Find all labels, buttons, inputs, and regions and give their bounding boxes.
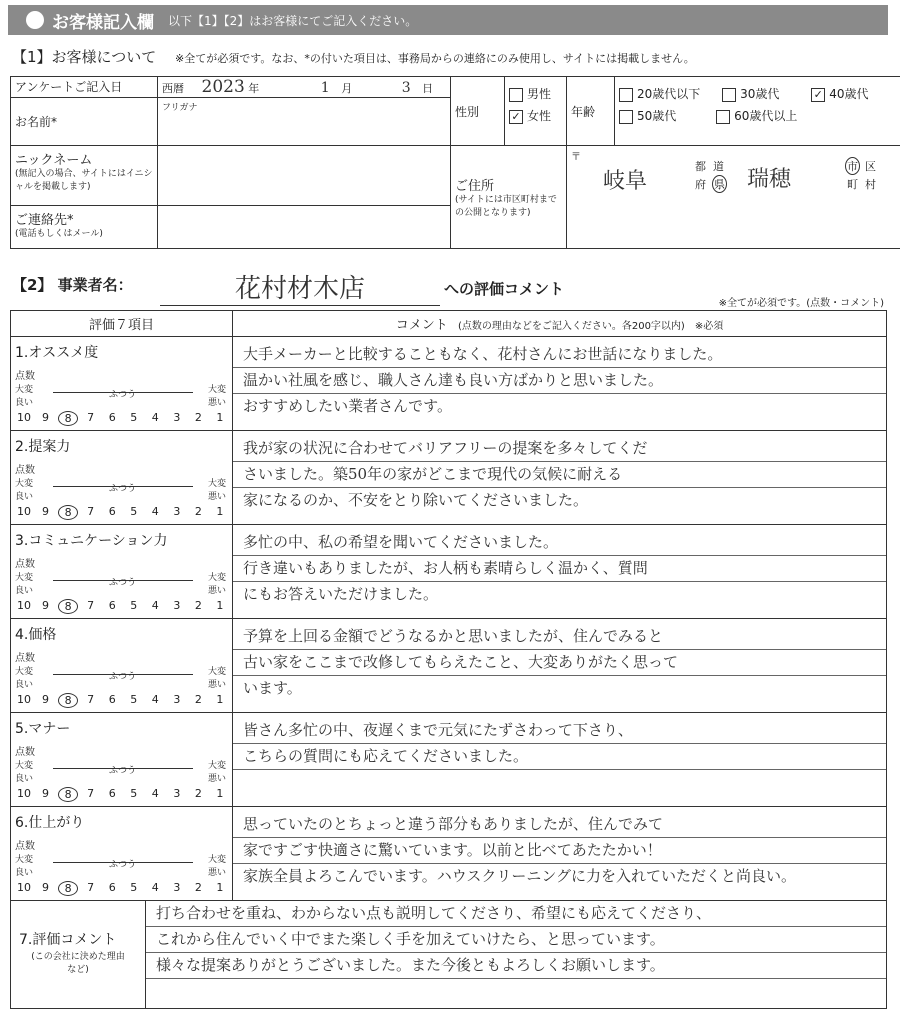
gender-options (505, 77, 567, 146)
score-label: 点数 (15, 841, 35, 852)
comment-line: 予算を上回る金額でどうなるかと思いましたが、住んでみると (233, 624, 886, 650)
score-number[interactable]: 4 (151, 599, 159, 612)
score-number[interactable]: 5 (130, 505, 138, 518)
survey-date-field[interactable] (158, 77, 451, 98)
comment-line: さいました。築50年の家がどこまで現代の気候に耐える (233, 462, 886, 488)
score-number[interactable]: 9 (42, 881, 50, 894)
score-number[interactable]: 4 (151, 411, 159, 424)
comment-line: これから住んでいく中でまた楽しく手を加えていけたら、と思っています。 (146, 927, 886, 953)
score-number[interactable]: 2 (194, 787, 202, 800)
evaluation-row (11, 713, 887, 807)
score-number[interactable]: 4 (151, 881, 159, 894)
comment-line: 皆さん多忙の中、夜遅くまで元気にたずさわって下さり、 (233, 718, 886, 744)
address-note: (サイトには市区町村までの公開となります) (455, 194, 557, 218)
score-number[interactable]: 10 (17, 787, 31, 800)
score-number[interactable]: 4 (151, 505, 159, 518)
address-label: ご住所 (455, 178, 495, 194)
score-scale (15, 693, 229, 708)
section1-header (12, 46, 695, 67)
bad-label: 悪い (207, 586, 226, 596)
address-cell (451, 146, 567, 249)
score-label: 点数 (15, 465, 35, 476)
good-label: 良い (15, 398, 34, 408)
evaluation-item-cell (11, 807, 233, 901)
age-option-label: 40歳代 (829, 87, 869, 101)
score-label: 点数 (15, 653, 35, 664)
score-number[interactable]: 1 (216, 411, 224, 424)
checkbox-icon[interactable] (509, 88, 523, 102)
score-number[interactable]: 4 (151, 787, 159, 800)
age-option-40s[interactable] (811, 83, 868, 105)
name-label: お名前* (11, 98, 158, 146)
very-label: 大変 (207, 385, 226, 395)
bad-label: 悪い (207, 868, 226, 878)
nickname-cell (11, 146, 158, 206)
gender-male-option[interactable] (509, 83, 562, 105)
evaluation-item-cell (11, 525, 233, 619)
score-label: 点数 (15, 747, 35, 758)
score-number[interactable]: 7 (87, 693, 95, 706)
comment-line: います。 (243, 679, 302, 697)
score-number[interactable]: 3 (173, 881, 181, 894)
age-option-30s[interactable] (722, 83, 779, 105)
score-number[interactable]: 1 (216, 881, 224, 894)
score-number[interactable]: 3 (173, 411, 181, 424)
score-number[interactable]: 1 (216, 693, 224, 706)
score-number[interactable]: 3 (173, 787, 181, 800)
score-number[interactable]: 7 (87, 505, 95, 518)
score-number[interactable]: 9 (42, 599, 50, 612)
score-number[interactable]: 10 (17, 411, 31, 424)
very-label: 大変 (15, 855, 34, 865)
comment7-note: (この会社に決めた理由など) (31, 952, 125, 975)
pref-suffix-ken: 県 (712, 175, 727, 193)
normal-label: ふつう (109, 766, 137, 776)
city-suffix-ku: 区 (865, 160, 876, 173)
comment-line: 多忙の中、私の希望を聞いてくださいました。 (233, 530, 886, 556)
comment-field[interactable] (233, 337, 887, 431)
prefecture-value: 岐阜 (603, 169, 648, 194)
nickname-label: ニックネーム (15, 153, 93, 168)
postal-mark: 〒 (571, 152, 581, 163)
furigana-label: フリガナ (162, 103, 198, 113)
score-number[interactable]: 6 (108, 505, 116, 518)
comment-line (146, 979, 886, 1004)
nickname-note: (無記入の場合、サイトにはイニシャルを掲載します) (15, 169, 153, 192)
normal-label: ふつう (109, 672, 137, 682)
business-name-field[interactable]: 花村材木店 (160, 268, 440, 306)
comment-header-label: コメント (395, 318, 448, 333)
score-number[interactable]: 3 (173, 693, 181, 706)
gender-male-label: 男性 (527, 87, 552, 101)
comment-line: 家になるのか、不安をとり除いてくださいました。 (243, 491, 589, 509)
age-option-60s[interactable] (716, 105, 797, 127)
very-label: 大変 (207, 761, 226, 771)
comment-line: にもお答えいただけました。 (243, 585, 439, 603)
score-number[interactable]: 10 (17, 881, 31, 894)
evaluation-item-cell (11, 337, 233, 431)
section2-header (12, 274, 888, 314)
address-field[interactable] (567, 146, 900, 249)
contact-cell (11, 206, 158, 249)
comment-line: 様々な提案ありがとうございました。また今後ともよろしくお願いします。 (146, 953, 886, 979)
comment-column-header (233, 311, 887, 337)
score-number[interactable]: 2 (194, 505, 202, 518)
normal-label: ふつう (109, 484, 137, 494)
comment7-field[interactable] (146, 901, 886, 1004)
age-label: 年齢 (567, 77, 615, 146)
evaluation-row (11, 525, 887, 619)
gender-label: 性別 (451, 77, 505, 146)
customer-info-table (10, 76, 900, 249)
evaluation-row (11, 807, 887, 901)
evaluation-table (10, 310, 887, 1009)
bad-label: 悪い (207, 398, 226, 408)
very-label: 大変 (15, 573, 34, 583)
age-option-20s[interactable] (619, 83, 700, 105)
comment-line: 打ち合わせを重ね、わからない点も説明してくださり、希望にも応えてくださり、 (146, 901, 886, 927)
score-number[interactable]: 7 (87, 411, 95, 424)
score-number[interactable]: 9 (42, 693, 50, 706)
score-scale (15, 881, 229, 896)
score-number[interactable]: 8 (58, 881, 78, 896)
score-number[interactable]: 7 (87, 599, 95, 612)
very-label: 大変 (207, 667, 226, 677)
score-label: 点数 (15, 371, 35, 382)
score-number[interactable]: 4 (151, 693, 159, 706)
age-options (615, 77, 900, 146)
pref-suffix-fu: 府 (695, 178, 706, 191)
items-column-header: 評価７項目 (11, 311, 233, 337)
checkbox-icon[interactable] (619, 88, 633, 102)
very-label: 大変 (207, 479, 226, 489)
form-banner (8, 5, 888, 35)
pref-suffix-do: 道 (713, 160, 724, 173)
normal-label: ふつう (109, 860, 137, 870)
contact-note: (電話もしくはメール) (15, 229, 103, 239)
score-number[interactable]: 8 (58, 599, 78, 614)
month-value: 1 (320, 80, 330, 96)
city-suffix-shi: 市 (845, 157, 860, 175)
comment-line: 家族全員よろこんでいます。ハウスクリーニングに力を入れていただくと尚良い。 (243, 867, 797, 885)
banner-title: お客様記入欄 (52, 12, 154, 33)
comment-line: 家ですごす快適さに驚いています。以前と比べてあたたかい！ (233, 838, 886, 864)
age-option-label: 60歳代以上 (734, 109, 798, 123)
comment7-row (11, 901, 887, 1009)
gender-female-option[interactable] (509, 105, 562, 127)
score-number[interactable]: 5 (130, 693, 138, 706)
score-number[interactable]: 6 (108, 599, 116, 612)
score-number[interactable]: 1 (216, 787, 224, 800)
age-option-50s[interactable] (619, 105, 676, 127)
score-scale (15, 411, 229, 426)
comment-field[interactable] (233, 713, 887, 807)
comment7-label-cell (11, 901, 146, 1009)
checkmark-icon[interactable]: ✓ (811, 88, 825, 102)
era-label: 西暦 (162, 82, 184, 95)
city-value: 瑞穂 (747, 167, 792, 192)
score-number[interactable]: 2 (194, 881, 202, 894)
evaluation-item-cell (11, 713, 233, 807)
name-field[interactable] (158, 98, 451, 146)
comment-line: 我が家の状況に合わせてバリアフリーの提案を多々してくだ (233, 436, 886, 462)
evaluation-item-name: 2.提案力 (15, 439, 71, 455)
good-label: 良い (15, 774, 34, 784)
score-number[interactable]: 6 (108, 881, 116, 894)
score-number[interactable]: 8 (58, 505, 78, 520)
year-value: 2023 (201, 77, 245, 97)
evaluation-item-cell (11, 431, 233, 525)
score-scale (15, 505, 229, 520)
evaluation-item-cell (11, 619, 233, 713)
age-option-label: 30歳代 (740, 87, 780, 101)
evaluation-item-name: 6.仕上がり (15, 815, 85, 831)
good-label: 良い (15, 868, 34, 878)
section1-note: ※全てが必須です。なお、*の付いた項目は、事務局からの連絡にのみ使用し、サイトには掲載しません。 (175, 52, 695, 65)
comment-field[interactable] (233, 807, 887, 901)
checkbox-icon[interactable] (619, 110, 633, 124)
very-label: 大変 (15, 479, 34, 489)
score-number[interactable]: 3 (173, 505, 181, 518)
score-number[interactable]: 7 (87, 881, 95, 894)
comment-line: 温かい社風を感じ、職人さん達も良い方ばかりと思いました。 (233, 368, 886, 394)
score-number[interactable]: 1 (216, 599, 224, 612)
comment-line: こちらの質問にも応えてくださいました。 (233, 744, 886, 770)
score-number[interactable]: 5 (130, 411, 138, 424)
banner-subtitle: 以下【1】【2】はお客様にてご記入ください。 (168, 13, 418, 28)
normal-label: ふつう (109, 390, 137, 400)
good-label: 良い (15, 680, 34, 690)
score-number[interactable]: 10 (17, 599, 31, 612)
very-label: 大変 (15, 761, 34, 771)
section2-note: ※全てが必須です。(点数・コメント) (718, 298, 884, 309)
score-number[interactable]: 3 (173, 599, 181, 612)
evaluation-row (11, 619, 887, 713)
comment-line: 思っていたのとちょっと違う部分もありましたが、住んでみて (233, 812, 886, 838)
review-comment-label: への評価コメント (444, 280, 565, 298)
contact-field[interactable] (158, 206, 451, 249)
score-number[interactable]: 6 (108, 693, 116, 706)
very-label: 大変 (207, 573, 226, 583)
evaluation-item-name: 3.コミュニケーション力 (15, 533, 168, 549)
section2-heading: 【2】 事業者名： (12, 276, 133, 294)
nickname-field[interactable] (158, 146, 451, 206)
age-option-label: 50歳代 (637, 109, 677, 123)
city-suffix-son: 村 (865, 178, 876, 191)
checkbox-icon[interactable] (716, 110, 730, 124)
section1-heading: 【1】お客様について (12, 48, 157, 66)
pref-suffix-to: 都 (695, 160, 706, 173)
score-number[interactable]: 2 (194, 599, 202, 612)
month-unit: 月 (341, 82, 353, 95)
comment-header-note: (点数の理由などをご記入ください。各200字以内) ※必須 (457, 321, 724, 332)
circle-bullet-icon (26, 11, 44, 29)
comment-field[interactable] (233, 619, 887, 713)
evaluation-item-name: 5.マナー (15, 721, 71, 737)
evaluation-row (11, 431, 887, 525)
comment-line: 行き違いもありましたが、お人柄も素晴らしく温かく、質問 (233, 556, 886, 582)
normal-label: ふつう (109, 578, 137, 588)
contact-label: ご連絡先* (15, 213, 74, 228)
checkbox-icon[interactable] (722, 88, 736, 102)
checkmark-icon[interactable]: ✓ (509, 110, 523, 124)
age-option-label: 20歳代以下 (637, 87, 701, 101)
score-number[interactable]: 5 (130, 787, 138, 800)
gender-female-label: 女性 (527, 109, 552, 123)
score-number[interactable]: 2 (194, 411, 202, 424)
evaluation-item-name: 1.オススメ度 (15, 345, 99, 361)
comment-line (233, 770, 886, 795)
year-unit: 年 (248, 82, 260, 95)
very-label: 大変 (207, 855, 226, 865)
score-scale (15, 599, 229, 614)
day-value: 3 (401, 80, 411, 96)
comment-field[interactable] (233, 431, 887, 525)
comment-line: 大手メーカーと比較することもなく、花村さんにお世話になりました。 (233, 342, 886, 368)
bad-label: 悪い (207, 774, 226, 784)
score-number[interactable]: 9 (42, 505, 50, 518)
score-number[interactable]: 6 (108, 787, 116, 800)
score-number[interactable]: 8 (58, 693, 78, 708)
bad-label: 悪い (207, 680, 226, 690)
score-number[interactable]: 7 (87, 787, 95, 800)
comment-field[interactable] (233, 525, 887, 619)
evaluation-row (11, 337, 887, 431)
comment7-label: 7.評価コメント (19, 932, 117, 948)
good-label: 良い (15, 492, 34, 502)
comment-line: 古い家をここまで改修してもらえたこと、大変ありがたく思って (233, 650, 886, 676)
score-number[interactable]: 5 (130, 599, 138, 612)
score-number[interactable]: 9 (42, 787, 50, 800)
score-number[interactable]: 9 (42, 411, 50, 424)
day-unit: 日 (422, 82, 434, 95)
score-scale (15, 787, 229, 802)
evaluation-item-name: 4.価格 (15, 627, 57, 643)
score-label: 点数 (15, 559, 35, 570)
score-number[interactable]: 2 (194, 693, 202, 706)
bad-label: 悪い (207, 492, 226, 502)
score-number[interactable]: 10 (17, 693, 31, 706)
score-number[interactable]: 10 (17, 505, 31, 518)
good-label: 良い (15, 586, 34, 596)
very-label: 大変 (15, 667, 34, 677)
score-number[interactable]: 1 (216, 505, 224, 518)
score-number[interactable]: 8 (58, 411, 78, 426)
survey-date-label: アンケートご記入日 (11, 77, 158, 98)
comment-line: おすすめしたい業者さんです。 (243, 397, 452, 415)
city-suffix-cho: 町 (847, 178, 858, 191)
score-number[interactable]: 6 (108, 411, 116, 424)
very-label: 大変 (15, 385, 34, 395)
score-number[interactable]: 5 (130, 881, 138, 894)
score-number[interactable]: 8 (58, 787, 78, 802)
